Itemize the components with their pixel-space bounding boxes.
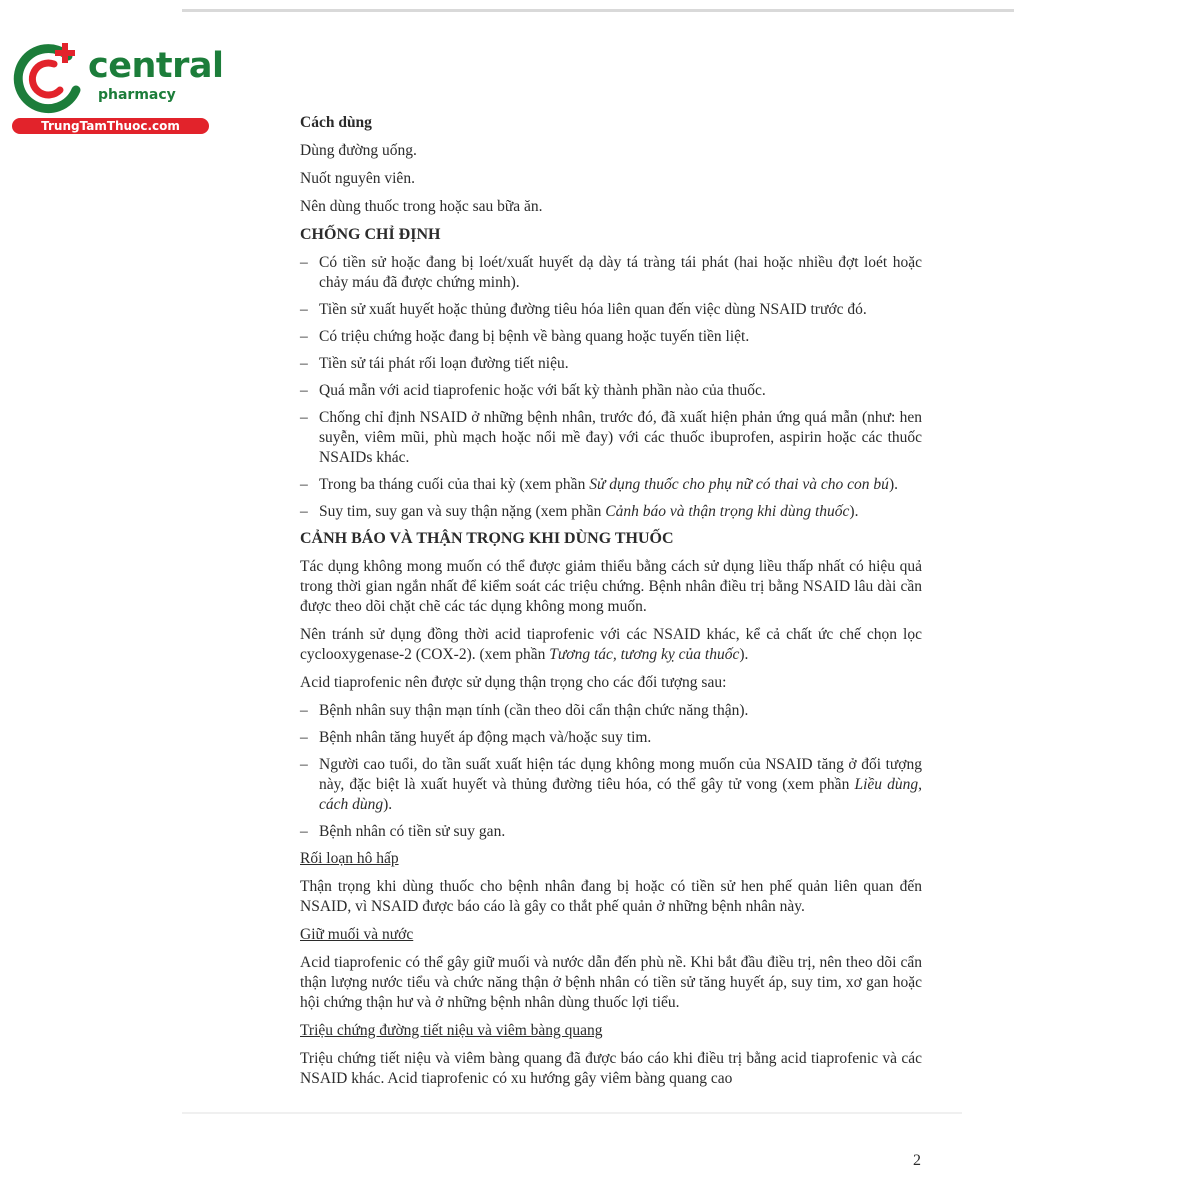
tiet-nieu-subheading: Triệu chứng đường tiết niệu và viêm bàng quang bbox=[300, 1022, 603, 1039]
list-item-text: Bệnh nhân suy thận mạn tính (cần theo dõi cẩn thận chức năng thận). bbox=[319, 702, 749, 719]
list-item-text: Bệnh nhân tăng huyết áp động mạch và/hoặc suy tim. bbox=[319, 729, 652, 746]
giu-muoi-subheading: Giữ muối và nước bbox=[300, 926, 414, 943]
list-item bbox=[300, 728, 922, 748]
cach-dung-line: Dùng đường uống. bbox=[300, 142, 417, 159]
logo-brand: central bbox=[88, 46, 224, 86]
dash-bullet: – bbox=[300, 503, 308, 520]
page-number: 2 bbox=[913, 1152, 921, 1169]
list-item bbox=[300, 502, 922, 522]
cach-dung-line: Nuốt nguyên viên. bbox=[300, 170, 415, 187]
logo-url-badge: TrungTamThuoc.com bbox=[12, 118, 209, 134]
logo-sub: pharmacy bbox=[98, 87, 176, 103]
canh-bao-paragraph: Acid tiaprofenic nên được sử dụng thận trọng cho các đối tượng sau: bbox=[300, 674, 727, 691]
canh-bao-heading: CẢNH BÁO VÀ THẬN TRỌNG KHI DÙNG THUỐC bbox=[300, 530, 674, 547]
list-item bbox=[300, 354, 922, 374]
list-item bbox=[300, 381, 922, 401]
tiet-nieu-paragraph: Triệu chứng tiết niệu và viêm bàng quang đã được báo cáo khi điều trị bằng acid tiaprofenic và các NSAID khác. Acid tiaprofenic có xu hướng gây viêm bàng quang cao bbox=[300, 1050, 922, 1087]
contraindication-list bbox=[300, 253, 922, 522]
cach-dung-line: Nên dùng thuốc trong hoặc sau bữa ăn. bbox=[300, 198, 543, 215]
list-item-text: Quá mẫn với acid tiaprofenic hoặc với bất kỳ thành phần nào của thuốc. bbox=[319, 382, 766, 399]
dash-bullet: – bbox=[300, 729, 308, 746]
dash-bullet: – bbox=[300, 476, 308, 493]
dash-bullet: – bbox=[300, 756, 308, 773]
list-item bbox=[300, 701, 922, 721]
dash-bullet: – bbox=[300, 823, 308, 840]
list-item-text: Có tiền sử hoặc đang bị loét/xuất huyết dạ dày tá tràng tái phát (hai hoặc nhiều đợt loét hoặc chảy máu đã được chứng minh). bbox=[319, 254, 922, 291]
list-item-text: Suy tim, suy gan và suy thận nặng (xem phần bbox=[319, 503, 606, 520]
dash-bullet: – bbox=[300, 382, 308, 399]
dash-bullet: – bbox=[300, 254, 308, 271]
list-item-text: Tiền sử tái phát rối loạn đường tiết niệu. bbox=[319, 355, 569, 372]
canh-bao-paragraph bbox=[300, 625, 922, 665]
document-body bbox=[300, 113, 922, 1097]
dash-bullet: – bbox=[300, 355, 308, 372]
cross-reference: Cảnh báo và thận trọng khi dùng thuốc bbox=[605, 503, 850, 520]
paragraph-text: ). bbox=[739, 646, 749, 663]
list-item bbox=[300, 408, 922, 468]
dash-bullet: – bbox=[300, 328, 308, 345]
cross-reference: Tương tác, tương kỵ của thuốc bbox=[549, 646, 740, 663]
list-item-text: ). bbox=[888, 476, 898, 493]
list-item-text: ). bbox=[849, 503, 859, 520]
central-pharmacy-logo bbox=[10, 38, 224, 136]
giu-muoi-paragraph: Acid tiaprofenic có thể gây giữ muối và nước dẫn đến phù nề. Khi bắt đầu điều trị, nên theo dõi cẩn thận lượng nước tiểu và chức năng thận ở bệnh nhân có tiền sử tăng huyết áp, suy tim, xơ gan hoặc hội chứng thận hư và ở những bệnh nhân dùng thuốc lợi tiểu. bbox=[300, 954, 922, 1011]
cross-reference: Liều dùng, cách dùng bbox=[319, 776, 923, 813]
list-item-text: Chống chỉ định NSAID ở những bệnh nhân, trước đó, đã xuất hiện phản ứng quá mẫn (như: hen suyễn, viêm mũi, phù mạch hoặc nổi mề đay) với các thuốc ibuprofen, aspirin hoặc các thuốc NSAIDs khác. bbox=[319, 409, 922, 466]
list-item-text: Trong ba tháng cuối của thai kỳ (xem phần bbox=[319, 476, 590, 493]
top-rule bbox=[182, 9, 1014, 12]
cross-reference: Sử dụng thuốc cho phụ nữ có thai và cho con bú bbox=[589, 476, 889, 493]
cach-dung-heading: Cách dùng bbox=[300, 114, 372, 131]
pharmacy-cross-icon bbox=[10, 38, 90, 118]
list-item-text: Có triệu chứng hoặc đang bị bệnh về bàng quang hoặc tuyến tiền liệt. bbox=[319, 328, 750, 345]
caution-list bbox=[300, 701, 922, 842]
list-item bbox=[300, 253, 922, 293]
list-item bbox=[300, 822, 922, 842]
ho-hap-subheading: Rối loạn hô hấp bbox=[300, 850, 399, 867]
page-divider bbox=[182, 1112, 962, 1114]
list-item bbox=[300, 327, 922, 347]
dash-bullet: – bbox=[300, 409, 308, 426]
list-item bbox=[300, 475, 922, 495]
chong-chi-dinh-heading: CHỐNG CHỈ ĐỊNH bbox=[300, 226, 441, 243]
dash-bullet: – bbox=[300, 702, 308, 719]
list-item-text: ). bbox=[383, 796, 393, 813]
ho-hap-paragraph: Thận trọng khi dùng thuốc cho bệnh nhân đang bị hoặc có tiền sử hen phế quản liên quan đến NSAID, vì NSAID được báo cáo là gây co thắt phế quản ở những bệnh nhân này. bbox=[300, 878, 922, 915]
list-item bbox=[300, 300, 922, 320]
paragraph-text: Nên tránh sử dụng đồng thời acid tiaprofenic với các NSAID khác, kể cả chất ức chế chọn lọc cyclooxygenase-2 (COX-2). (xem phần bbox=[300, 626, 922, 663]
list-item-text: Tiền sử xuất huyết hoặc thủng đường tiêu hóa liên quan đến việc dùng NSAID trước đó. bbox=[319, 301, 867, 318]
canh-bao-paragraph: Tác dụng không mong muốn có thể được giảm thiểu bằng cách sử dụng liều thấp nhất có hiệu quả trong thời gian ngắn nhất để kiểm soát các triệu chứng. Bệnh nhân điều trị bằng NSAID lâu dài cần được theo dõi chặt chẽ các tác dụng không mong muốn. bbox=[300, 558, 922, 615]
dash-bullet: – bbox=[300, 301, 308, 318]
list-item-text: Người cao tuổi, do tần suất xuất hiện tác dụng không mong muốn của NSAID tăng ở đối tượng này, đặc biệt là xuất huyết và thủng đường tiêu hóa, có thể gây tử vong (xem phần bbox=[319, 756, 922, 793]
list-item bbox=[300, 755, 922, 815]
list-item-text: Bệnh nhân có tiền sử suy gan. bbox=[319, 823, 506, 840]
